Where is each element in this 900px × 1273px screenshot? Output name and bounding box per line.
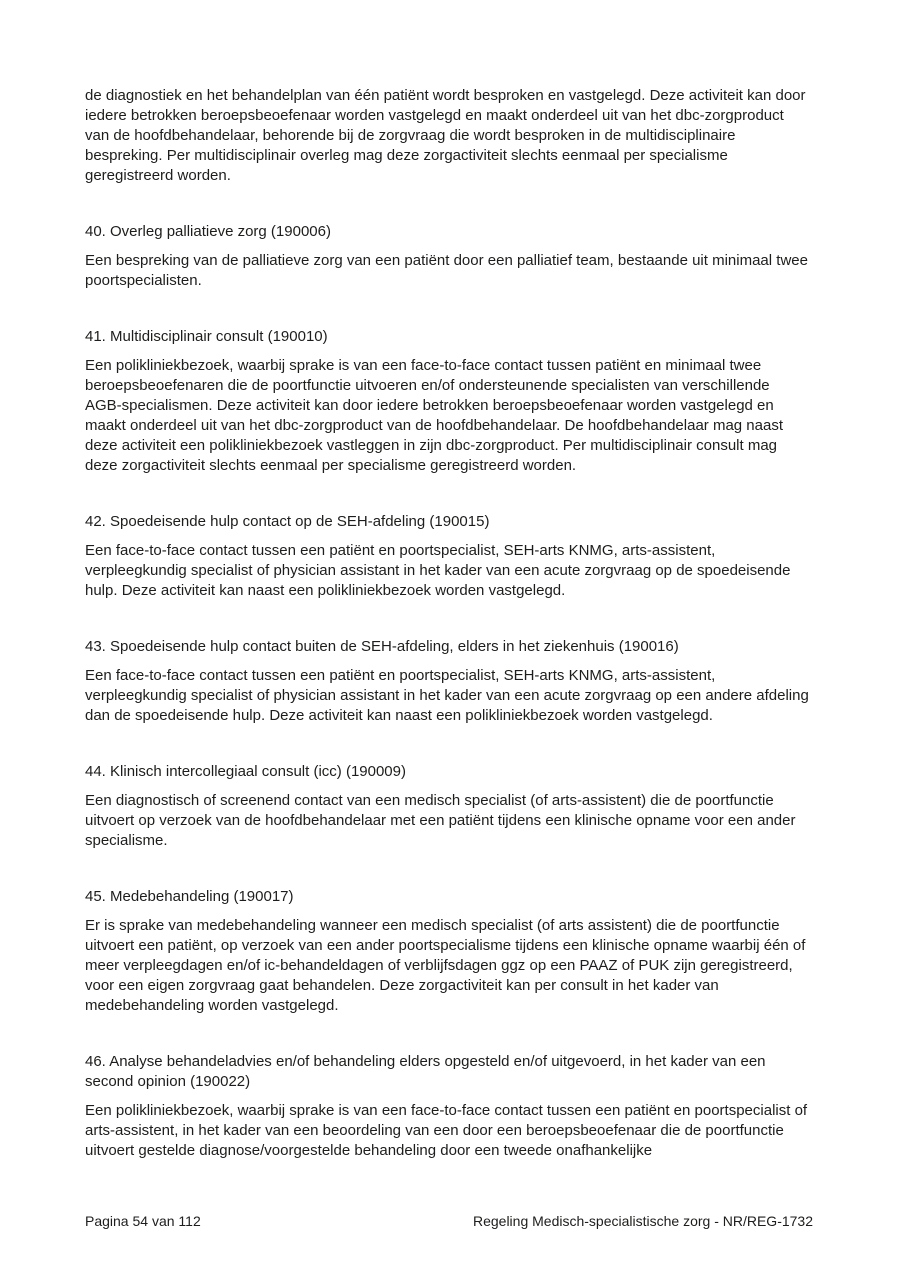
section-heading: 45. Medebehandeling (190017) (85, 888, 294, 905)
section-body: Een diagnostisch of screenend contact van een medisch specialist (of arts-assistent) die de poortfunctie uitvoert op verzoek van de hoofdbehandelaar met een patiënt tijdens een klinische opname voor een ander specialisme. (85, 792, 796, 849)
page-footer (85, 1212, 813, 1230)
section-heading: 42. Spoedeisende hulp contact op de SEH-afdeling (190015) (85, 513, 490, 530)
section-heading: 40. Overleg palliatieve zorg (190006) (85, 223, 331, 240)
section-body: Een face-to-face contact tussen een patiënt en poortspecialist, SEH-arts KNMG, arts-assistent, verpleegkundig specialist of physician assistant in het kader van een acute zorgvraag op een andere afdeling dan de spoedeisende hulp. Deze activiteit kan naast een polikliniekbezoek worden vastgelegd. (85, 667, 809, 724)
footer-document-title: Regeling Medisch-specialistische zorg - NR/REG-1732 (472, 1213, 813, 1229)
section-heading: 43. Spoedeisende hulp contact buiten de SEH-afdeling, elders in het ziekenhuis (190016) (85, 638, 679, 655)
section-heading: 44. Klinisch intercollegiaal consult (icc) (190009) (85, 763, 406, 780)
section-heading: 41. Multidisciplinair consult (190010) (85, 328, 328, 345)
section-body: Een bespreking van de palliatieve zorg van een patiënt door een palliatief team, bestaande uit minimaal twee poortspecialisten. (85, 252, 808, 289)
section-42 (85, 512, 809, 601)
section-body: Er is sprake van medebehandeling wanneer een medisch specialist (of arts assistent) die de poortfunctie uitvoert een patiënt, op verzoek van een ander poortspecialisme tijdens een klinische opname waarbij één of meer verpleegdagen en/of ic-behandeldagen of verblijfsdagen ggz op een PAAZ of PUK zijn geregistreerd, voor een eigen zorgvraag gaat behandelen. Deze zorgactiviteit kan per consult in het kader van medebehandeling worden vastgelegd. (85, 917, 806, 1014)
section-body: Een polikliniekbezoek, waarbij sprake is van een face-to-face contact tussen een patiënt en poortspecialist of arts-assistent, in het kader van een beoordeling van een door een beroepsbeoefenaar die de poortfunctie uitvoert gestelde diagnose/voorgestelde behandeling door een tweede onafhankelijke (85, 1102, 808, 1159)
section-body: Een face-to-face contact tussen een patiënt en poortspecialist, SEH-arts KNMG, arts-assistent, verpleegkundig specialist of physician assistant in het kader van een acute zorgvraag op de spoedeisende hulp. Deze activiteit kan naast een polikliniekbezoek worden vastgelegd. (85, 542, 791, 599)
section-body: Een polikliniekbezoek, waarbij sprake is van een face-to-face contact tussen patiënt en minimaal twee beroepsbeoefenaren die de poortfunctie uitvoeren en/of ondersteunende specialisten van verschillende AGB-specialismen. Deze activiteit kan door iedere betrokken beroepsbeoefenaar worden vastgelegd en maakt onderdeel uit van het dbc-zorgproduct van de hoofdbehandelaar. De hoofdbehandelaar mag naast deze activiteit een polikliniekbezoek vastleggen in zijn dbc-zorgproduct. Per multidisciplinair consult mag deze zorgactiviteit slechts eenmaal per specialisme geregistreerd worden. (85, 357, 783, 474)
footer-page-number: Pagina 54 van 112 (85, 1213, 201, 1229)
section-45 (85, 887, 809, 1016)
section-41 (85, 327, 809, 476)
continuation-paragraph: de diagnostiek en het behandelplan van één patiënt wordt besproken en vastgelegd. Deze activiteit kan door iedere betrokken beroepsbeoefenaar worden vastgelegd en maakt onderdeel uit van het dbc-zorgproduct van de hoofdbehandelaar, behorende bij de zorgvraag die wordt besproken in de multidisciplinaire bespreking. Per multidisciplinair overleg mag deze zorgactiviteit slechts eenmaal per specialisme geregistreerd worden. (85, 87, 806, 184)
section-heading: 46. Analyse behandeladvies en/of behandeling elders opgesteld en/of uitgevoerd, in het kader van een second opinion (190022) (85, 1053, 766, 1090)
section-46 (85, 1052, 809, 1161)
section-40 (85, 222, 809, 291)
section-43 (85, 637, 809, 726)
section-44 (85, 762, 809, 851)
document-body (85, 86, 809, 1161)
